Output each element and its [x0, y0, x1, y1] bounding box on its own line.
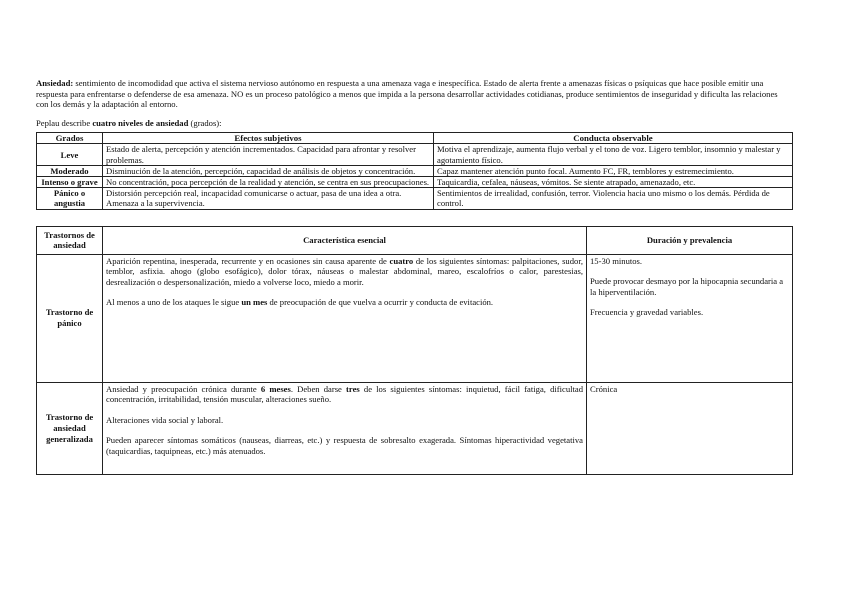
anxiety-definition [36, 78, 792, 110]
observable-cell: Sentimientos de irrealidad, confusión, terror. Violencia hacia uno mismo o los demás. Pérdida de control. [434, 188, 793, 209]
tag-paragraph-2: Alteraciones vida social y laboral. [106, 414, 224, 425]
panico-paragraph-1 [106, 256, 583, 288]
table-header-row [37, 226, 793, 254]
text-run: Aparición repentina, inesperada, recurrente y en ocasiones sin causa aparente de [106, 255, 390, 266]
observable-cell: Capaz mantener atención punto focal. Aumento FC, FR, temblores y estremecimiento. [434, 165, 793, 176]
text-run: de los siguientes síntomas: palpitaciones, sudor, temblor, asfixia. ahogo (globo esofágico), dolor tórax, náuseas o malestar abdominal, mareo, escalofríos o calor, parestesias, desrealización o despersonalización, miedo a volverse loco, miedo a morir. [106, 255, 583, 287]
lead-bold: cuatro niveles de ansiedad [92, 117, 189, 128]
text-bold: 6 meses [260, 383, 291, 394]
text-run: Al menos a uno de los ataques le sigue [106, 297, 242, 308]
grade-cell: Pánico o angustia [37, 188, 103, 209]
text-run: de los siguientes síntomas: inquietud, fácil fatiga, dificultad concentración, irritabilidad, tensión muscular, alteraciones sueño. [106, 383, 583, 405]
subjective-cell: No concentración, poca percepción de la realidad y atención, se centra en sus preocupaciones. [103, 176, 434, 187]
duration-line: 15-30 minutos. [590, 255, 643, 266]
table-row [37, 382, 793, 474]
duration-line: Frecuencia y gravedad variables. [590, 307, 704, 318]
characteristic-cell [103, 382, 587, 474]
grade-cell: Moderado [37, 165, 103, 176]
header-trastornos: Trastornos de ansiedad [37, 226, 103, 254]
observable-cell: Taquicardia, cefalea, náuseas, vómitos. Se siente atrapado, amenazado, etc. [434, 176, 793, 187]
characteristic-cell [103, 254, 587, 382]
lead-post: (grados): [188, 117, 222, 128]
anxiety-disorders-table [36, 226, 793, 475]
lead-pre: Peplau describe [36, 117, 93, 128]
observable-cell: Motiva el aprendizaje, aumenta flujo verbal y el tono de voz. Ligero temblor, insomnio y malestar y agotamiento físico. [434, 144, 793, 165]
duration-cell [587, 382, 793, 474]
text-bold: tres [346, 383, 360, 394]
header-grados: Grados [37, 133, 103, 144]
text-bold: cuatro [389, 255, 414, 266]
subjective-cell: Distorsión percepción real, incapacidad comunicarse o actuar, pasa de una idea a otra. Amenaza a la supervivencia. [103, 188, 434, 209]
text-run: . Deben darse [290, 383, 347, 394]
table-row [37, 165, 793, 176]
header-conducta: Conducta observable [434, 133, 793, 144]
text-run: de preocupación de que vuelva a ocurrir y conducta de evitación. [267, 297, 494, 308]
header-caracteristica: Característica esencial [103, 226, 587, 254]
tag-paragraph-3: Pueden aparecer síntomas somáticos (nauseas, diarreas, etc.) y respuesta de sobresalto exagerada. Síntomas hiperactividad vegetativa (taquicardias, taquipneas, etc.) más atenuados. [106, 435, 583, 456]
duration-line: Puede provocar desmayo por la hipocapnia secundaria a la hiperventilación. [590, 276, 784, 297]
grade-cell: Intenso o grave [37, 176, 103, 187]
disorder-name-cell: Trastorno de ansiedad generalizada [37, 382, 103, 474]
subjective-cell: Estado de alerta, percepción y atención incrementados. Capacidad para afrontar y resolver problemas. [103, 144, 434, 165]
text-run: Ansiedad y preocupación crónica durante [106, 383, 261, 394]
definition-term: Ansiedad: [36, 78, 74, 88]
duration-cell [587, 254, 793, 382]
grade-cell: Leve [37, 144, 103, 165]
tag-paragraph-1 [106, 384, 583, 405]
table-row [37, 144, 793, 165]
table-header-row [37, 133, 793, 144]
disorder-name-cell: Trastorno de pánico [37, 254, 103, 382]
anxiety-levels-table [36, 132, 793, 209]
table-row [37, 176, 793, 187]
definition-text: sentimiento de incomodidad que activa el sistema nervioso autónomo en respuesta a una amenaza vaga e inespecífica. Estado de alerta frente a amenazas físicas o psíquicas que hace posible emitir una respuesta para enfrentarse o defenderse de esa amenaza. NO es un proceso patológico a menos que impida a la persona desarrollar actividades cotidianas, produce sentimientos de inseguridad y dificulta las relaciones con los demás y la adaptación al entorno. [36, 78, 778, 110]
subjective-cell: Disminución de la atención, percepción, capacidad de análisis de objetos y concentración. [103, 165, 434, 176]
peplau-lead [36, 118, 792, 129]
table-row [37, 254, 793, 382]
panico-paragraph-2 [106, 297, 583, 308]
header-duracion: Duración y prevalencia [587, 226, 793, 254]
duration-line: Crónica [590, 383, 618, 394]
document-page [36, 78, 792, 475]
header-efectos: Efectos subjetivos [103, 133, 434, 144]
table-row [37, 188, 793, 209]
text-bold: un mes [241, 297, 268, 308]
